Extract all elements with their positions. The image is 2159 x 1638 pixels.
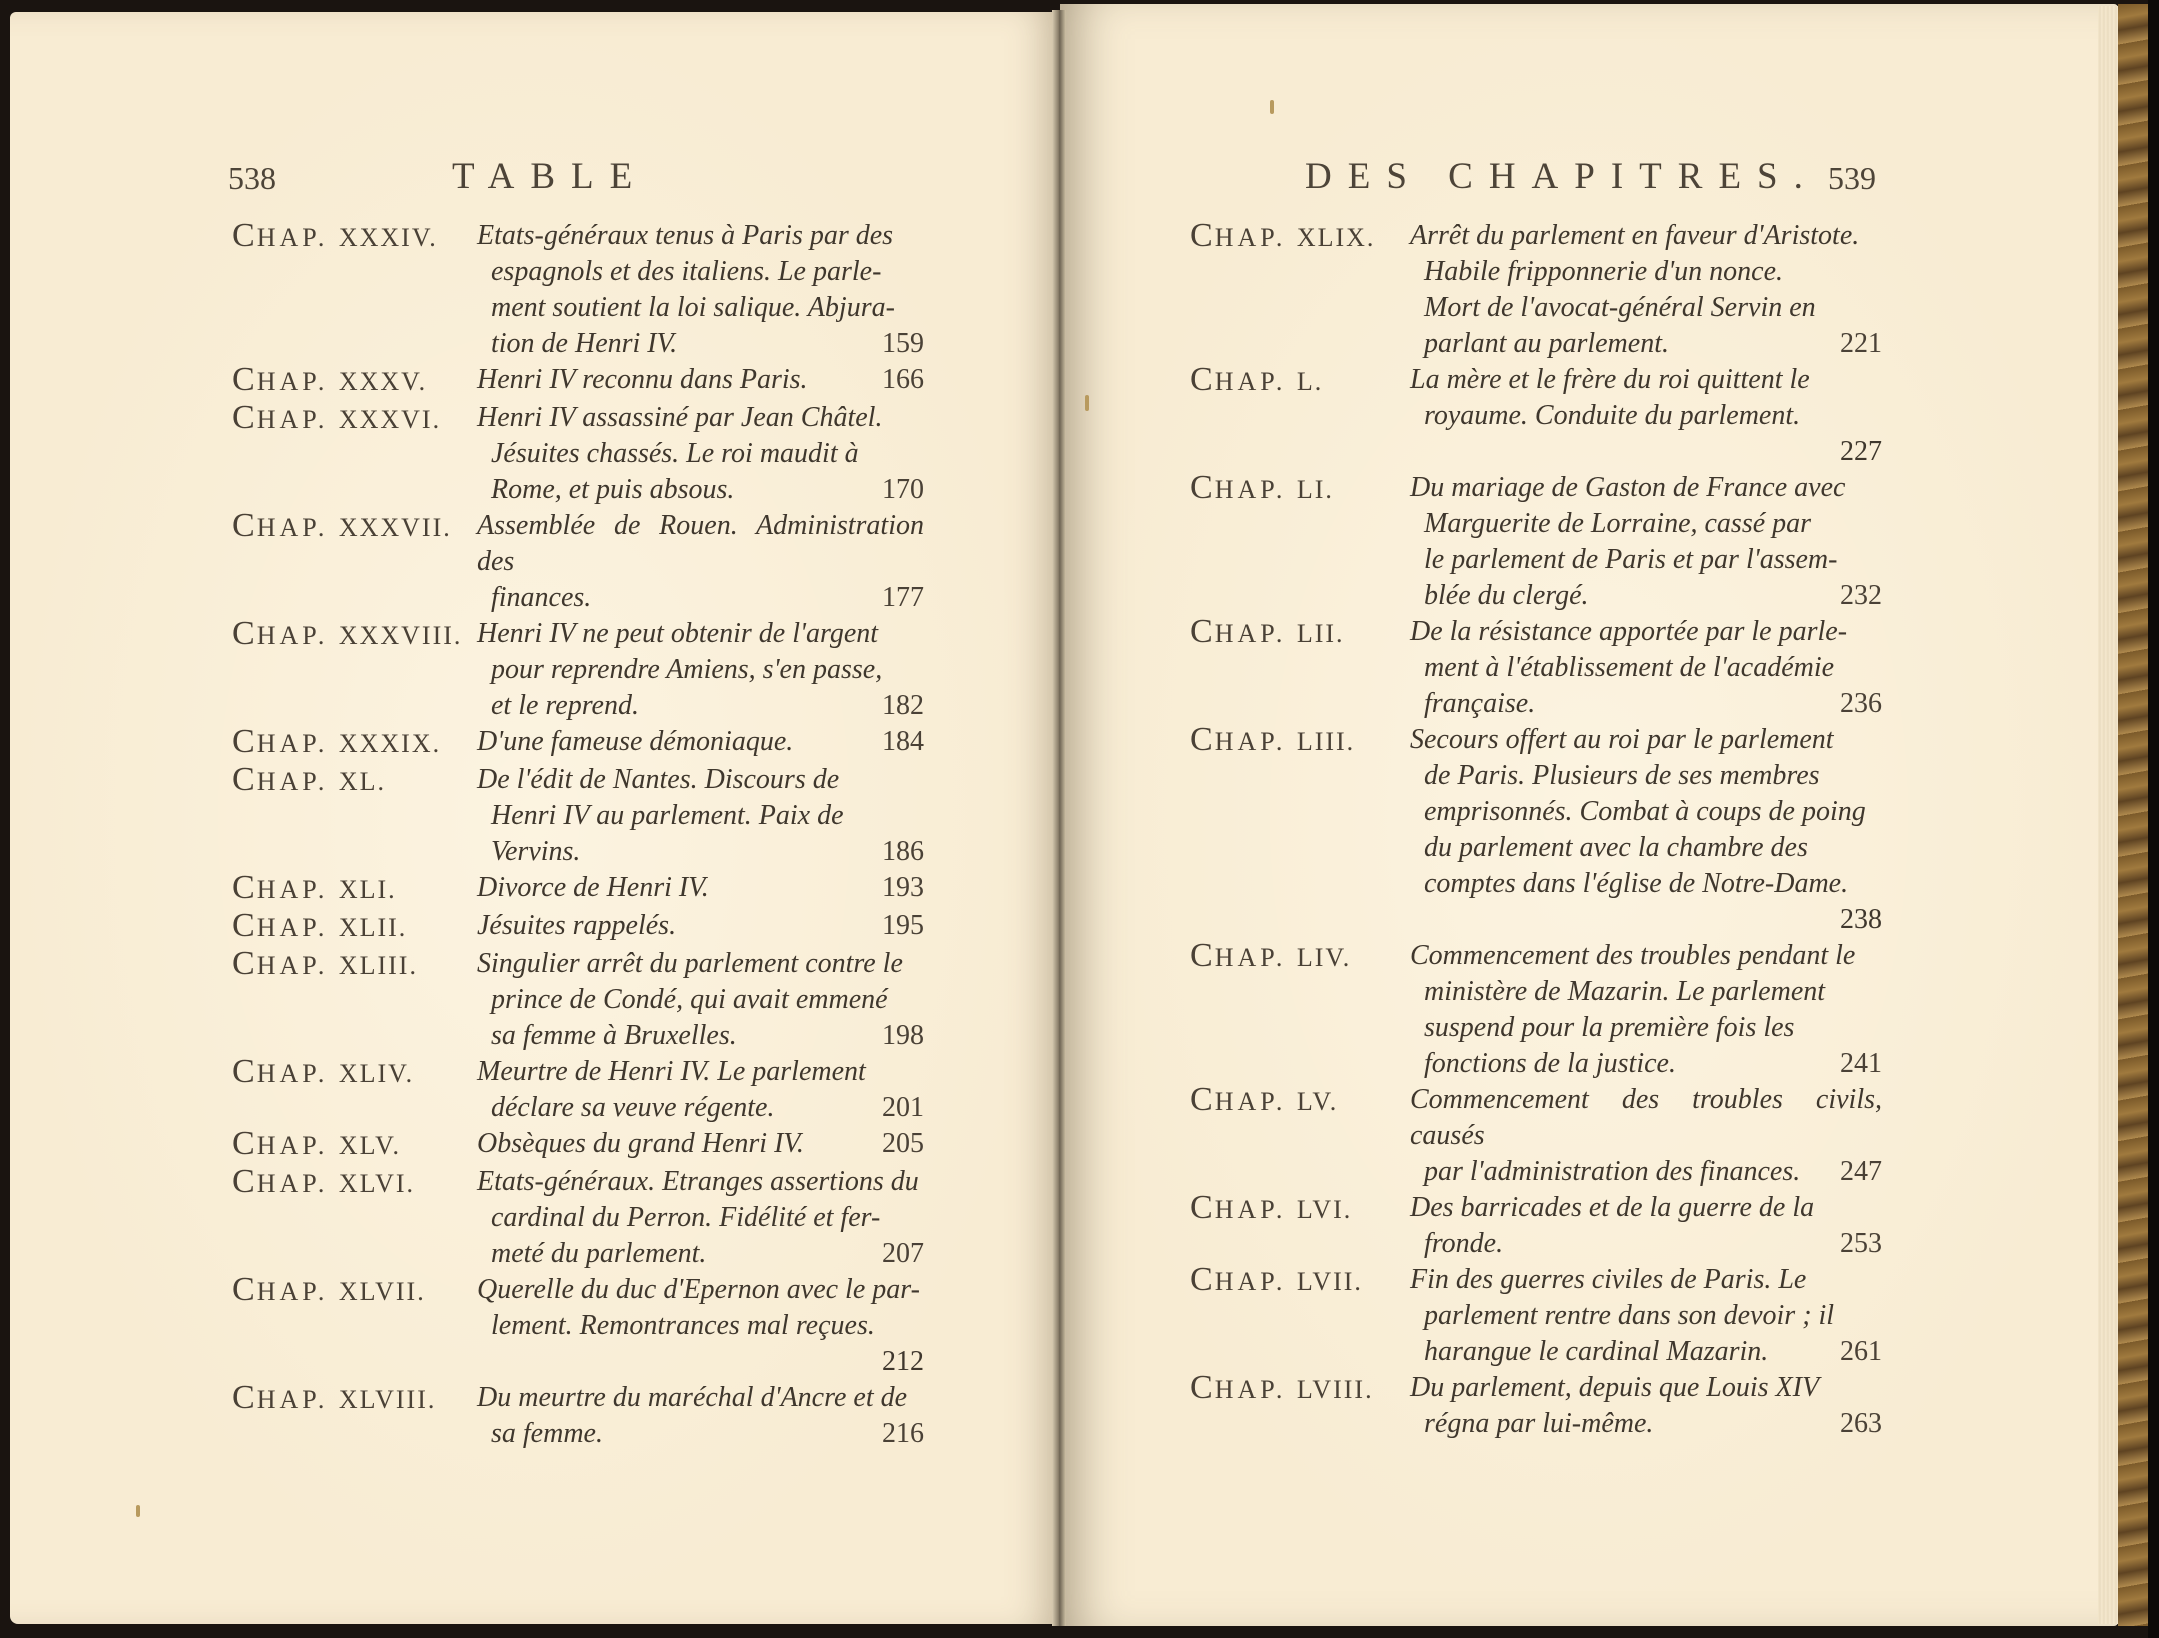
title-line: cardinal du Perron. Fidélité et fer- xyxy=(491,1202,881,1233)
title-line: Singulier arrêt du parlement contre le xyxy=(477,948,903,979)
page-reference: 232 xyxy=(1840,580,1882,611)
toc-entry xyxy=(232,1380,924,1452)
title-line: parlant au parlement. xyxy=(1424,328,1669,359)
title-line: finances. xyxy=(491,582,592,613)
title-line: De l'édit de Nantes. Discours de xyxy=(477,764,840,795)
chapter-title xyxy=(477,724,924,762)
page-edges xyxy=(2098,6,2119,1624)
page-reference: 159 xyxy=(882,328,924,359)
title-line: le parlement de Paris et par l'assem- xyxy=(1424,544,1838,575)
chapter-number: XXXIV. xyxy=(338,223,438,252)
title-line: Etats-généraux tenus à Paris par des xyxy=(477,220,894,251)
page-reference: 198 xyxy=(882,1020,924,1051)
title-line: Henri IV reconnu dans Paris. xyxy=(477,364,808,395)
toc-entry xyxy=(1190,470,1882,614)
toc-entry xyxy=(232,616,924,724)
chapter-number: XLIX. xyxy=(1296,223,1376,252)
page-reference: 166 xyxy=(882,364,924,395)
title-line: sa femme à Bruxelles. xyxy=(491,1020,737,1051)
chapter-title xyxy=(1410,470,1882,614)
title-line: Assemblée de Rouen. Administration des xyxy=(477,510,924,577)
toc-entry xyxy=(232,1054,924,1126)
title-line: lement. Remontrances mal reçues. xyxy=(491,1310,875,1341)
title-line: du parlement avec la chambre des xyxy=(1424,832,1808,863)
chapter-number: XXXV. xyxy=(338,367,428,396)
title-line: comptes dans l'église de Notre-Dame. xyxy=(1424,868,1849,899)
page-reference: 261 xyxy=(1840,1336,1882,1367)
paper-speck xyxy=(136,1505,140,1517)
page-reference: 170 xyxy=(882,474,924,505)
chap-abbrev: CHAP. xyxy=(232,907,329,944)
chap-abbrev: CHAP. xyxy=(232,869,329,906)
chapter-title xyxy=(1410,362,1882,470)
title-line: et le reprend. xyxy=(491,690,639,721)
chapter-label xyxy=(232,1126,477,1164)
page-reference: 201 xyxy=(882,1092,924,1123)
toc-entry xyxy=(232,218,924,362)
chapter-title xyxy=(1410,218,1882,362)
chapter-number: LIII. xyxy=(1296,727,1356,756)
chap-abbrev: CHAP. xyxy=(1190,1369,1287,1406)
page-reference: 216 xyxy=(882,1418,924,1449)
toc-entry xyxy=(1190,614,1882,722)
chapter-label xyxy=(232,400,477,508)
chapter-number: XLV. xyxy=(338,1131,402,1160)
title-line: Henri IV ne peut obtenir de l'argent xyxy=(477,618,879,649)
chap-abbrev: CHAP. xyxy=(1190,361,1287,398)
toc-entry xyxy=(1190,362,1882,470)
chapter-title xyxy=(477,946,924,1054)
chapter-label xyxy=(1190,218,1410,362)
title-line: Du parlement, depuis que Louis XIV xyxy=(1410,1372,1820,1403)
title-line: prince de Condé, qui avait emmené xyxy=(491,984,888,1015)
chap-abbrev: CHAP. xyxy=(1190,1261,1287,1298)
page-reference: 182 xyxy=(882,690,924,721)
toc-entry xyxy=(1190,722,1882,938)
chapter-number: LV. xyxy=(1296,1087,1339,1116)
page-reference: 238 xyxy=(1840,904,1882,935)
chapter-number: XLII. xyxy=(338,913,408,942)
chap-abbrev: CHAP. xyxy=(232,945,329,982)
title-line: D'une fameuse démoniaque. xyxy=(477,726,794,757)
page-reference: 205 xyxy=(882,1128,924,1159)
page-reference: 207 xyxy=(882,1238,924,1269)
toc-entry xyxy=(1190,1370,1882,1442)
title-line: Arrêt du parlement en faveur d'Aristote. xyxy=(1410,220,1860,251)
chapter-number: LVIII. xyxy=(1296,1375,1374,1404)
chap-abbrev: CHAP. xyxy=(1190,217,1287,254)
chapter-title xyxy=(1410,1190,1882,1262)
title-line: régna par lui-même. xyxy=(1424,1408,1654,1439)
toc-entry xyxy=(232,1126,924,1164)
title-line: emprisonnés. Combat à coups de poing xyxy=(1424,796,1866,827)
page-reference: 195 xyxy=(882,910,924,941)
chapter-label xyxy=(232,1272,477,1380)
chapter-label xyxy=(1190,938,1410,1082)
right-toc-list xyxy=(1190,218,1882,1442)
chapter-title xyxy=(477,1054,924,1126)
chapter-number: XLIV. xyxy=(338,1059,415,1088)
toc-entry xyxy=(232,870,924,908)
chapter-title xyxy=(477,1126,924,1164)
title-line: déclare sa veuve régente. xyxy=(491,1092,775,1123)
toc-entry xyxy=(1190,218,1882,362)
title-line: Jésuites chassés. Le roi maudit à xyxy=(491,438,859,469)
chapter-title xyxy=(477,218,924,362)
chapter-title xyxy=(477,616,924,724)
right-running-title: DES CHAPITRES. xyxy=(1305,156,1819,197)
title-line: Jésuites rappelés. xyxy=(477,910,677,941)
toc-entry xyxy=(232,362,924,400)
chapter-label xyxy=(232,762,477,870)
page-reference: 227 xyxy=(1840,436,1882,467)
toc-entry xyxy=(232,1164,924,1272)
title-line: Habile fripponnerie d'un nonce. xyxy=(1424,256,1784,287)
chap-abbrev: CHAP. xyxy=(232,399,329,436)
chapter-label xyxy=(232,724,477,762)
chapter-title xyxy=(1410,1262,1882,1370)
chapter-label xyxy=(232,870,477,908)
title-line: Divorce de Henri IV. xyxy=(477,872,709,903)
title-line: royaume. Conduite du parlement. xyxy=(1424,400,1801,431)
background-edge xyxy=(2148,0,2159,1638)
left-running-title: TABLE xyxy=(452,156,649,197)
title-line: Du mariage de Gaston de France avec xyxy=(1410,472,1846,503)
toc-entry xyxy=(232,508,924,616)
chapter-label xyxy=(1190,614,1410,722)
page-reference: 177 xyxy=(882,582,924,613)
left-page-number: 538 xyxy=(228,160,276,196)
page-reference: 241 xyxy=(1840,1048,1882,1079)
chapter-number: LII. xyxy=(1296,619,1345,648)
chapter-label xyxy=(232,946,477,1054)
title-line: parlement rentre dans son devoir ; il xyxy=(1424,1300,1835,1331)
toc-entry xyxy=(232,1272,924,1380)
toc-entry xyxy=(232,908,924,946)
chap-abbrev: CHAP. xyxy=(232,1379,329,1416)
toc-entry xyxy=(232,762,924,870)
title-line: Fin des guerres civiles de Paris. Le xyxy=(1410,1264,1807,1295)
left-toc-list xyxy=(232,218,924,1452)
chapter-number: XLVIII. xyxy=(338,1385,437,1414)
toc-entry xyxy=(232,724,924,762)
title-line: tion de Henri IV. xyxy=(491,328,678,359)
title-line: Vervins. xyxy=(491,836,581,867)
title-line: fronde. xyxy=(1424,1228,1504,1259)
chapter-label xyxy=(232,1054,477,1126)
page-reference: 186 xyxy=(882,836,924,867)
title-line: ministère de Mazarin. Le parlement xyxy=(1424,976,1826,1007)
chapter-label xyxy=(1190,722,1410,938)
title-line: Meurtre de Henri IV. Le parlement xyxy=(477,1056,866,1087)
chapter-label xyxy=(232,508,477,616)
chap-abbrev: CHAP. xyxy=(232,723,329,760)
title-line: par l'administration des finances. xyxy=(1424,1156,1801,1187)
chap-abbrev: CHAP. xyxy=(232,1125,329,1162)
chapter-label xyxy=(1190,1190,1410,1262)
title-line: fonctions de la justice. xyxy=(1424,1048,1676,1079)
chapter-title xyxy=(1410,722,1882,938)
chapter-number: XXXVIII. xyxy=(338,621,463,650)
title-line: meté du parlement. xyxy=(491,1238,707,1269)
title-line: De la résistance apportée par le parle- xyxy=(1410,616,1848,647)
chapter-number: LI. xyxy=(1296,475,1334,504)
title-line: Commencement des troubles pendant le xyxy=(1410,940,1856,971)
title-line: Henri IV au parlement. Paix de xyxy=(491,800,844,831)
title-line: pour reprendre Amiens, s'en passe, xyxy=(491,654,883,685)
page-reference: 184 xyxy=(882,726,924,757)
title-line: Commencement des troubles civils, causés xyxy=(1410,1084,1882,1151)
title-line: Querelle du duc d'Epernon avec le par- xyxy=(477,1274,920,1305)
title-line: Des barricades et de la guerre de la xyxy=(1410,1192,1815,1223)
title-line: ment soutient la loi salique. Abjura- xyxy=(491,292,895,323)
chapter-label xyxy=(1190,1370,1410,1442)
chapter-label xyxy=(1190,362,1410,470)
chapter-title xyxy=(477,1272,924,1380)
chapter-title xyxy=(477,762,924,870)
chapter-number: XXXVI. xyxy=(338,405,442,434)
chap-abbrev: CHAP. xyxy=(1190,613,1287,650)
chapter-number: L. xyxy=(1296,367,1324,396)
chap-abbrev: CHAP. xyxy=(232,507,329,544)
chap-abbrev: CHAP. xyxy=(232,615,329,652)
chapter-title xyxy=(477,508,924,616)
chapter-number: XXXIX. xyxy=(338,729,442,758)
page-reference: 236 xyxy=(1840,688,1882,719)
chapter-title xyxy=(477,400,924,508)
title-line: Etats-généraux. Etranges assertions du xyxy=(477,1166,919,1197)
chapter-number: XXXVII. xyxy=(338,513,452,542)
title-line: de Paris. Plusieurs de ses membres xyxy=(1424,760,1820,791)
chapter-title xyxy=(1410,1082,1882,1190)
chapter-title xyxy=(1410,938,1882,1082)
chapter-label xyxy=(232,1164,477,1272)
title-line: Henri IV assassiné par Jean Châtel. xyxy=(477,402,883,433)
chapter-label xyxy=(232,616,477,724)
chapter-title xyxy=(1410,614,1882,722)
title-line: Du meurtre du maréchal d'Ancre et de xyxy=(477,1382,908,1413)
title-line: sa femme. xyxy=(491,1418,603,1449)
chap-abbrev: CHAP. xyxy=(1190,1081,1287,1118)
page-reference: 221 xyxy=(1840,328,1882,359)
right-page-number: 539 xyxy=(1828,160,1876,196)
chapter-number: XLVII. xyxy=(338,1277,426,1306)
toc-entry xyxy=(1190,1190,1882,1262)
chap-abbrev: CHAP. xyxy=(232,217,329,254)
chap-abbrev: CHAP. xyxy=(1190,937,1287,974)
chapter-title xyxy=(477,1164,924,1272)
chapter-label xyxy=(232,362,477,400)
chap-abbrev: CHAP. xyxy=(232,361,329,398)
chapter-number: XLI. xyxy=(338,875,397,904)
chapter-label xyxy=(232,1380,477,1452)
chapter-number: LVII. xyxy=(1296,1267,1363,1296)
title-line: suspend pour la première fois les xyxy=(1424,1012,1795,1043)
title-line: blée du clergé. xyxy=(1424,580,1589,611)
chapter-number: LIV. xyxy=(1296,943,1352,972)
title-line: Obsèques du grand Henri IV. xyxy=(477,1128,804,1159)
page-reference: 253 xyxy=(1840,1228,1882,1259)
toc-entry xyxy=(232,946,924,1054)
title-line: harangue le cardinal Mazarin. xyxy=(1424,1336,1769,1367)
page-reference: 212 xyxy=(882,1346,924,1377)
toc-entry xyxy=(1190,1262,1882,1370)
chapter-number: XLIII. xyxy=(338,951,418,980)
chap-abbrev: CHAP. xyxy=(232,1053,329,1090)
chapter-label xyxy=(1190,470,1410,614)
title-line: Secours offert au roi par le parlement xyxy=(1410,724,1834,755)
title-line: ment à l'établissement de l'académie xyxy=(1424,652,1835,683)
title-line: française. xyxy=(1424,688,1536,719)
chap-abbrev: CHAP. xyxy=(232,1271,329,1308)
chap-abbrev: CHAP. xyxy=(1190,1189,1287,1226)
title-line: La mère et le frère du roi quittent le xyxy=(1410,364,1810,395)
book-gutter xyxy=(1052,10,1066,1626)
page-reference: 247 xyxy=(1840,1156,1882,1187)
toc-entry xyxy=(1190,1082,1882,1190)
chapter-label xyxy=(1190,1262,1410,1370)
chap-abbrev: CHAP. xyxy=(1190,469,1287,506)
title-line: Rome, et puis absous. xyxy=(491,474,735,505)
page-reference: 263 xyxy=(1840,1408,1882,1439)
chapter-title xyxy=(477,1380,924,1452)
chapter-label xyxy=(1190,1082,1410,1190)
chapter-title xyxy=(477,908,924,946)
chap-abbrev: CHAP. xyxy=(232,1163,329,1200)
chapter-number: XL. xyxy=(338,767,386,796)
chapter-label xyxy=(232,218,477,362)
toc-entry xyxy=(1190,938,1882,1082)
paper-speck xyxy=(1085,395,1089,411)
title-line: espagnols et des italiens. Le parle- xyxy=(491,256,882,287)
chapter-label xyxy=(232,908,477,946)
chapter-title xyxy=(1410,1370,1882,1442)
paper-speck xyxy=(1270,100,1274,114)
chapter-title xyxy=(477,870,924,908)
title-line: Marguerite de Lorraine, cassé par xyxy=(1424,508,1812,539)
chapter-title xyxy=(477,362,924,400)
chapter-number: XLVI. xyxy=(338,1169,416,1198)
book-cover-edge xyxy=(2118,4,2148,1626)
page-reference: 193 xyxy=(882,872,924,903)
title-line: Mort de l'avocat-général Servin en xyxy=(1424,292,1816,323)
toc-entry xyxy=(232,400,924,508)
chapter-number: LVI. xyxy=(1296,1195,1353,1224)
chap-abbrev: CHAP. xyxy=(232,761,329,798)
chap-abbrev: CHAP. xyxy=(1190,721,1287,758)
